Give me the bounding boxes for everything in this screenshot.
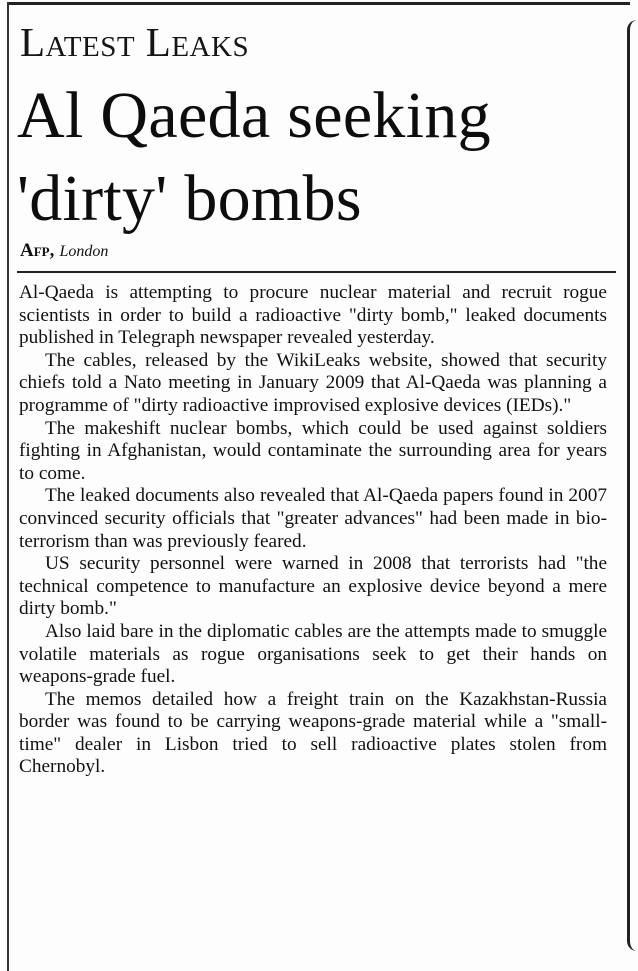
left-column-rule: [7, 2, 9, 971]
article-paragraph: Also laid bare in the diplomatic cables are the attempts made to smuggle volatile materials as rogue organisations seek to get their hands on weapons-grade fuel.: [19, 620, 607, 688]
byline-divider: [17, 271, 616, 273]
article-paragraph: Al-Qaeda is attempting to procure nuclear material and recruit rogue scientists in order to build a radioactive "dirty bomb," leaked documents published in Telegraph newspaper revealed yesterday.: [19, 282, 607, 349]
article-paragraph: The memos detailed how a freight train on the Kazakhstan-Russia border was found to be carrying weapons-grade material while a "small-time" dealer in Lisbon tried to sell radioactive plates stolen from Chernobyl.: [19, 688, 607, 778]
article-headline: Al Qaeda seeking 'dirty' bombs: [17, 79, 491, 235]
article-paragraph: The cables, released by the WikiLeaks website, showed that security chiefs told a Nato meeting in January 2009 that Al-Qaeda was planning a programme of "dirty radioactive improvised explosive devices (IEDs).": [19, 349, 607, 416]
article-paragraph: US security personnel were warned in 2008 that terrorists had "the technical competence to manufacture an explosive device beyond a mere dirty bomb.": [19, 553, 607, 620]
right-column-border: [627, 20, 638, 951]
article-paragraph: The makeshift nuclear bombs, which could be used against soldiers fighting in Afghanistan, would contaminate the surrounding area for years to come.: [19, 417, 607, 484]
article-body: [19, 282, 607, 779]
byline-dateline: London: [59, 243, 109, 260]
byline: [20, 240, 108, 263]
byline-agency: Afp,: [20, 240, 55, 261]
top-rule: [8, 2, 630, 5]
article-paragraph: The leaked documents also revealed that Al-Qaeda papers found in 2007 convinced security officials that "greater advances" had been made in bio-terrorism than was previously feared.: [19, 485, 607, 552]
section-kicker: Latest Leaks: [20, 19, 250, 65]
